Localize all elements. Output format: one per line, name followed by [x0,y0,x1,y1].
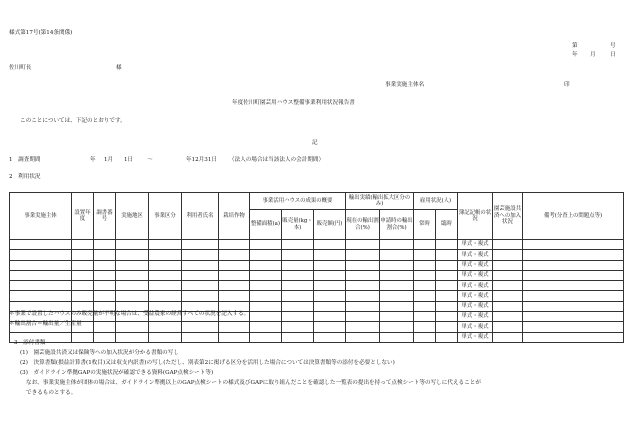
table-cell [523,291,624,301]
books-cell: 単式・複式 [458,332,493,342]
table-cell [149,250,182,260]
table-cell [314,281,346,291]
table-cell [436,281,458,291]
table-cell [493,322,523,332]
table-cell [149,240,182,250]
table-cell [414,270,436,280]
table-cell [436,322,458,332]
period-end: 年12月31日 [186,157,218,163]
addressee: 佐川町長 [9,65,32,71]
table-cell [10,281,72,291]
attachment-continuation-2: できるものとする。 [26,390,77,396]
table-cell [116,240,149,250]
th-sales-qty: 販売量(kg・本) [282,210,314,240]
th-export: 輸出実績(輸出拡大区分のみ) [346,193,414,210]
table-cell [314,270,346,280]
table-cell [380,270,414,280]
table-cell [346,281,380,291]
table-cell [116,332,149,342]
table-cell [72,260,94,270]
table-cell [523,301,624,311]
books-cell: 単式・複式 [458,281,493,291]
table-cell [523,270,624,280]
table-cell [116,291,149,301]
table-cell [219,291,250,301]
table-cell [380,332,414,342]
ki-heading: 記 [312,140,318,146]
table-cell [436,250,458,260]
table-cell [380,260,414,270]
table-cell [314,291,346,301]
table-cell [493,301,523,311]
books-cell: 単式・複式 [458,322,493,332]
th-temp: 臨時 [436,210,458,240]
usage-table [9,192,624,343]
th-area: 実施地区 [116,193,149,240]
table-cell [149,291,182,301]
table-cell [149,281,182,291]
table-cell [282,270,314,280]
date-month: 月 [590,52,596,58]
table-cell [219,250,250,260]
table-cell [250,260,282,270]
table-cell [314,332,346,342]
period-label: 1 調査期間 [9,157,41,163]
table-cell [380,240,414,250]
attachments-label: 3 添付書類 [14,340,46,346]
table-cell [523,250,624,260]
th-regular: 常時 [414,210,436,240]
period-tilde: 〜 [147,157,153,163]
table-cell [414,281,436,291]
table-cell [282,322,314,332]
table-cell [282,332,314,342]
table-cell [182,291,219,301]
table-cell [94,260,116,270]
table-cell [523,240,624,250]
table-cell [436,301,458,311]
table-cell [314,301,346,311]
table-cell [414,322,436,332]
table-cell [94,322,116,332]
th-sales-amt: 販売額(円) [314,210,346,240]
attachment-2: (2) 決算書類(損益計算書(1枚目)又は収支内訳書)の写し(ただし、別表第2に掲げる区分を活用した場合については決算書類等の添付を必要としない) [20,360,395,366]
th-user: 利用者氏名 [182,193,219,240]
attachment-continuation-1: なお、事業実施主体が団体の場合は、ガイドライン準拠以上のGAP点検シートの様式及びGAPに取り組んだことを確認した一覧表の提出を持って点検シート等の写しに代えることが [26,380,481,386]
table-cell [182,322,219,332]
table-cell [282,281,314,291]
table-cell [414,332,436,342]
table-cell [314,250,346,260]
table-cell [523,322,624,332]
table-cell [250,332,282,342]
table-cell [380,291,414,301]
table-cell [182,240,219,250]
table-cell [523,312,624,322]
table-cell [493,260,523,270]
table-cell [72,281,94,291]
table-cell [94,250,116,260]
th-plant-area: 整備面積(a) [250,210,282,240]
table-cell [149,332,182,342]
table-cell [182,270,219,280]
table-cell [250,281,282,291]
table-cell [414,312,436,322]
table-cell [72,250,94,260]
intro-text: このことについては、下記のとおりです。 [20,118,126,124]
table-cell [380,322,414,332]
table-cell [250,291,282,301]
table-row [10,291,624,301]
table-cell [219,240,250,250]
table-row [10,240,624,250]
table-cell [10,291,72,301]
th-mutual: 園芸施設共済への加入状況 [493,193,523,240]
table-cell [116,260,149,270]
table-cell [414,250,436,260]
table-cell [493,291,523,301]
table-cell [380,301,414,311]
seal-mark: 印 [564,82,570,88]
th-year: 設置年度 [72,193,94,240]
table-cell [10,270,72,280]
table-cell [219,260,250,270]
sender-label: 事業実施主体名 [385,82,425,88]
th-crop: 栽培作物 [219,193,250,240]
table-cell [493,312,523,322]
table-cell [219,281,250,291]
table-cell [94,332,116,342]
addressee-sama: 様 [116,65,122,71]
table-cell [414,260,436,270]
period-start-year: 年 [90,157,96,163]
table-cell [493,332,523,342]
table-cell [523,332,624,342]
th-category: 事業区分 [149,193,182,240]
table-cell [72,270,94,280]
table-cell [149,260,182,270]
table-row [10,270,624,280]
table-cell [436,291,458,301]
table-cell [10,260,72,270]
note-1: ＊事業で設置したハウスのみ販売量が不明な場合は、受益農家の経営すべての状況を記入する。 [9,311,250,317]
table-row [10,322,624,332]
no-suffix: 号 [610,43,616,49]
table-cell [94,291,116,301]
table-cell [182,250,219,260]
table-cell [10,240,72,250]
form-number: 様式第17号(第14条関係) [9,30,73,36]
attachment-3: (3) ガイドライン準拠GAPの実施状況が確認できる資料(GAP点検シート等) [20,370,214,376]
table-cell [346,270,380,280]
table-cell [250,301,282,311]
table-cell [346,240,380,250]
table-cell [250,240,282,250]
table-cell [380,281,414,291]
table-cell [346,312,380,322]
table-cell [219,332,250,342]
table-row [10,250,624,260]
table-cell [94,281,116,291]
table-cell [346,291,380,301]
table-cell [282,240,314,250]
no-label: 第 [572,43,578,49]
table-cell [493,270,523,280]
table-cell [149,322,182,332]
table-row [10,332,624,342]
table-cell [414,291,436,301]
table-cell [282,291,314,301]
table-cell [523,281,624,291]
table-cell [436,332,458,342]
table-cell [282,301,314,311]
table-row [10,281,624,291]
table-cell [116,281,149,291]
table-cell [380,312,414,322]
table-cell [250,312,282,322]
table-cell [380,250,414,260]
table-cell [414,301,436,311]
usage-label: 2 利用状況 [9,174,41,180]
table-cell [149,270,182,280]
attachment-1: (1) 園芸施設共済又は保険等への加入状況が分かる書類の写し [20,350,179,356]
books-cell: 単式・複式 [458,250,493,260]
table-cell [493,281,523,291]
table-cell [314,312,346,322]
table-cell [72,332,94,342]
table-cell [219,322,250,332]
table-cell [346,250,380,260]
table-cell [116,322,149,332]
table-cell [436,312,458,322]
table-cell [250,322,282,332]
table-cell [282,250,314,260]
table-cell [493,250,523,260]
table-cell [436,270,458,280]
period-start-day: 1日 [124,157,134,163]
books-cell: 単式・複式 [458,240,493,250]
table-cell [10,250,72,260]
table-cell [250,250,282,260]
table-cell [346,332,380,342]
table-cell [346,301,380,311]
table-row [10,260,624,270]
table-cell [314,260,346,270]
table-cell [250,270,282,280]
table-cell [94,240,116,250]
table-cell [72,240,94,250]
books-cell: 単式・複式 [458,260,493,270]
date-year: 年 [572,52,578,58]
table-cell [414,240,436,250]
table-cell [346,322,380,332]
books-cell: 単式・複式 [458,312,493,322]
table-cell [314,322,346,332]
table-cell [182,332,219,342]
note-2: ＊輸出割合＝輸出量／生産量 [9,321,82,327]
th-no: 調書番号 [94,193,116,240]
table-cell [182,260,219,270]
th-employ: 雇用状況(人) [414,193,458,210]
date-day: 日 [610,52,616,58]
th-outcome: 事業活用ハウスの成果の概要 [250,193,346,210]
table-cell [282,312,314,322]
th-export-app: 申請時の輸出割合(%) [380,210,414,240]
page-title: 年度佐川町園芸用ハウス整備事業利用状況報告書 [232,100,355,106]
th-books: 簿記記帳の状況 [458,193,493,240]
table-cell [436,240,458,250]
table-cell [346,260,380,270]
table-cell [219,270,250,280]
books-cell: 単式・複式 [458,291,493,301]
books-cell: 単式・複式 [458,301,493,311]
th-remarks: 備考(分査上の問題点等) [523,193,624,240]
table-cell [94,270,116,280]
books-cell: 単式・複式 [458,270,493,280]
table-cell [493,240,523,250]
period-note: （法人の場合は当該法人の会計期間） [229,157,325,163]
table-cell [314,240,346,250]
table-cell [182,281,219,291]
table-cell [116,270,149,280]
table-cell [116,250,149,260]
table-cell [436,260,458,270]
th-entity: 事業実施主体 [10,193,72,240]
period-start-month: 1月 [104,157,114,163]
table-cell [72,291,94,301]
th-export-now: 現在の輸出割合(%) [346,210,380,240]
table-cell [282,260,314,270]
table-cell [523,260,624,270]
